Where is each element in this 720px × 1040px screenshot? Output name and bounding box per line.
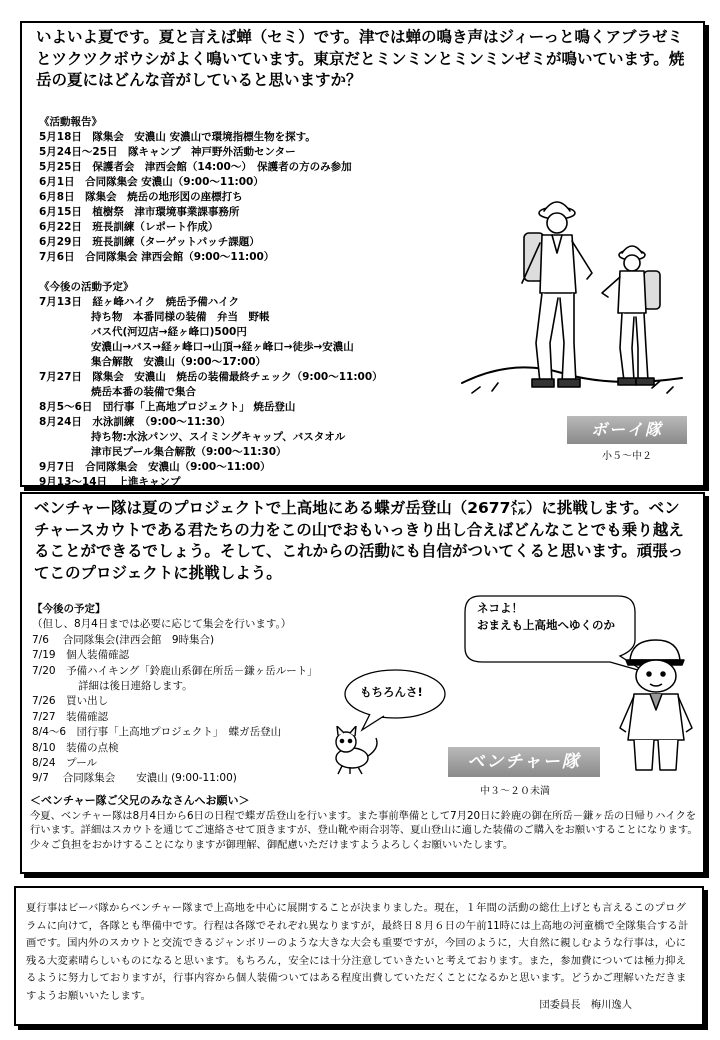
list-item: 安濃山→バス→経ヶ峰口→山頂→経ヶ峰口→徒歩→安濃山 [91, 341, 354, 353]
list-item: 5月24日～25日 隊キャンプ 神戸野外活動センター [39, 146, 296, 158]
boy-age-range: 小５〜中２ [602, 451, 652, 462]
venture-section [20, 492, 705, 874]
list-item: 焼岳本番の装備で集合 [91, 386, 196, 398]
list-item: 集合解散 安濃山（9:00～17:00） [91, 356, 267, 368]
parent-notice-heading: ＜ベンチャー隊ご父兄のみなさんへお願い＞ [30, 794, 250, 807]
list-item: バス代(河辺店→経ヶ峰口)500円 [91, 326, 247, 338]
list-item: 6月1日 合同隊集会 安濃山（9:00～11:00） [39, 176, 264, 188]
list-item: 9/7 合同隊集会 安濃山 (9:00-11:00) [32, 772, 237, 785]
scout-boy-illustration [612, 632, 702, 772]
list-item: （但し、8月4日までは必要に応じて集会を行います。） [32, 618, 292, 631]
cat-speech-text: もちろんさ! [360, 685, 423, 699]
list-item: 5月18日 隊集会 安濃山 安濃山で環境指標生物を探す。 [39, 131, 316, 143]
list-item: 7/27 装備確認 [32, 710, 109, 723]
list-item: 詳細は後日連絡します。 [78, 680, 193, 693]
parent-notice-body: 今夏、ベンチャー隊は8月4日から6日の日程で蝶ガ岳登山を行います。また事前準備として7月20日に鈴鹿の御在所岳－鎌ヶ岳の日帰りハイクを行います。詳細はスカウトを通じてご連絡させて頂きますが、登山靴や雨合羽等、夏山登山に適した装備のご購入をお願いすることになります。少々ご負担をおかけすることになりますが御理解、御配慮いただけますようよろしくお願いいたします。 [30, 809, 698, 851]
list-item: 7/19 個人装備確認 [32, 649, 130, 662]
list-item: 7/6 合同隊集会(津西会館 9時集合) [32, 633, 215, 646]
list-item: 6月15日 植樹祭 津市環境事業課事務所 [39, 206, 240, 218]
list-item: 9月13～14日 上進キャンプ [39, 476, 181, 488]
list-item: 9月7日 合同隊集会 安濃山（9:00～11:00） [39, 461, 271, 473]
list-item: 8月24日 水泳訓練 （9:00～11:30） [39, 416, 231, 428]
list-item: 5月25日 保護者会 津西会館（14:00～） 保護者の方のみ参加 [39, 161, 352, 173]
list-item: 8/10 装備の点検 [32, 741, 119, 754]
list-item: 7月6日 合同隊集会 津西会館（9:00～11:00） [39, 251, 275, 263]
cat-illustration [328, 726, 384, 776]
venture-badge: ベンチャー隊 [448, 747, 600, 777]
leader-message-body: 夏行事はビーバ隊からベンチャー隊まで上高地を中心に展開することが決まりました。現在，１年間の活動の総仕上げとも言えるこのプログラムに向けて，各隊とも準備中です。行程は各隊でそれぞれ異なりますが，最終日８月６日の午前11時には上高地の河童橋で全隊集合する計画です。国内外のスカウトと交流できるジャンボリーのような大きな大会も重要ですが，今回のように，大自然に親しむような行事は，心に残る大変素晴らしいものになると思います。もちろん，安全には十分注意していきたいと考えております。また，参加費については極力抑えるように努力しておりますが，行事内容から個人装備ついてはある程度出費していただくことになるかと思います。どうかご理解いただきますようお願いいたします。 [26, 902, 689, 1002]
future-plans [39, 280, 383, 490]
leader-signature: 団委員長 梅川逸人 [539, 999, 632, 1011]
boy-intro: いよいよ夏です。夏と言えば蝉（セミ）です。津では蝉の鳴き声はジィーっと鳴くアブラゼミとツクツクボウシがよく鳴いています。東京だとミンミンとミンミンゼミが鳴いています。焼岳の夏にはどんな音がしていると思いますか？ [36, 28, 685, 89]
list-item: 7/20 予備ハイキング「鈴鹿山系御在所岳－鎌ヶ岳ルート」 [32, 664, 318, 677]
activity-report [39, 115, 352, 265]
hikers-illustration [452, 183, 692, 403]
venture-age-range: 中３〜２０未満 [480, 786, 550, 797]
list-item: 8/24 プール [32, 757, 98, 770]
venture-intro: ベンチャー隊は夏のプロジェクトで上高地にある蝶ガ岳登山（2677㍍）に挑戦します。ベンチャースカウトである君たちの力をこの山でおもいっきり出し合えばどんなことでも乗り越えることができるでしょう。そして、これからの活動にも自信がついてくると思います。頑張ってこのプロジェクトに挑戦しよう。 [34, 499, 684, 582]
future-list [39, 295, 383, 490]
future-heading: 《今後の活動予定》 [39, 281, 134, 293]
list-item: 8月5～6日 団行事「上高地プロジェクト」 焼岳登山 [39, 401, 296, 413]
list-item: 6月22日 班長訓練（レポート作成） [39, 221, 219, 233]
list-item: 6月29日 班長訓練（ターゲットパッチ課題） [39, 236, 260, 248]
list-item: 7月27日 隊集会 安濃山 焼岳の装備最終チェック（9:00～11:00） [39, 371, 383, 383]
boy-section [20, 21, 705, 487]
boy-badge: ボーイ隊 [567, 416, 687, 444]
venture-plan [32, 602, 318, 787]
venture-plan-heading: 【今後の予定】 [32, 603, 106, 615]
report-heading: 《活動報告》 [39, 116, 102, 128]
list-item: 7/26 買い出し [32, 695, 109, 708]
list-item: 8/4～6 団行事「上高地プロジェクト」 蝶ガ岳登山 [32, 726, 282, 739]
parent-notice [30, 794, 700, 852]
list-item: 7月13日 経ヶ峰ハイク 焼岳予備ハイク [39, 296, 239, 308]
report-list [39, 130, 352, 265]
venture-plan-list [32, 617, 318, 786]
scout-speech-text: ネコよ！ おまえも上高地へゆくのか [477, 601, 615, 632]
leader-message [14, 886, 704, 1026]
list-item: 6月8日 隊集会 焼岳の地形図の座標打ち [39, 191, 243, 203]
list-item: 持ち物 本番同様の装備 弁当 野帳 [91, 311, 270, 323]
list-item: 津市民プール集合解散（9:00～11:30） [91, 446, 287, 458]
list-item: 持ち物:水泳パンツ、スイミングキャップ、バスタオル [91, 431, 346, 443]
